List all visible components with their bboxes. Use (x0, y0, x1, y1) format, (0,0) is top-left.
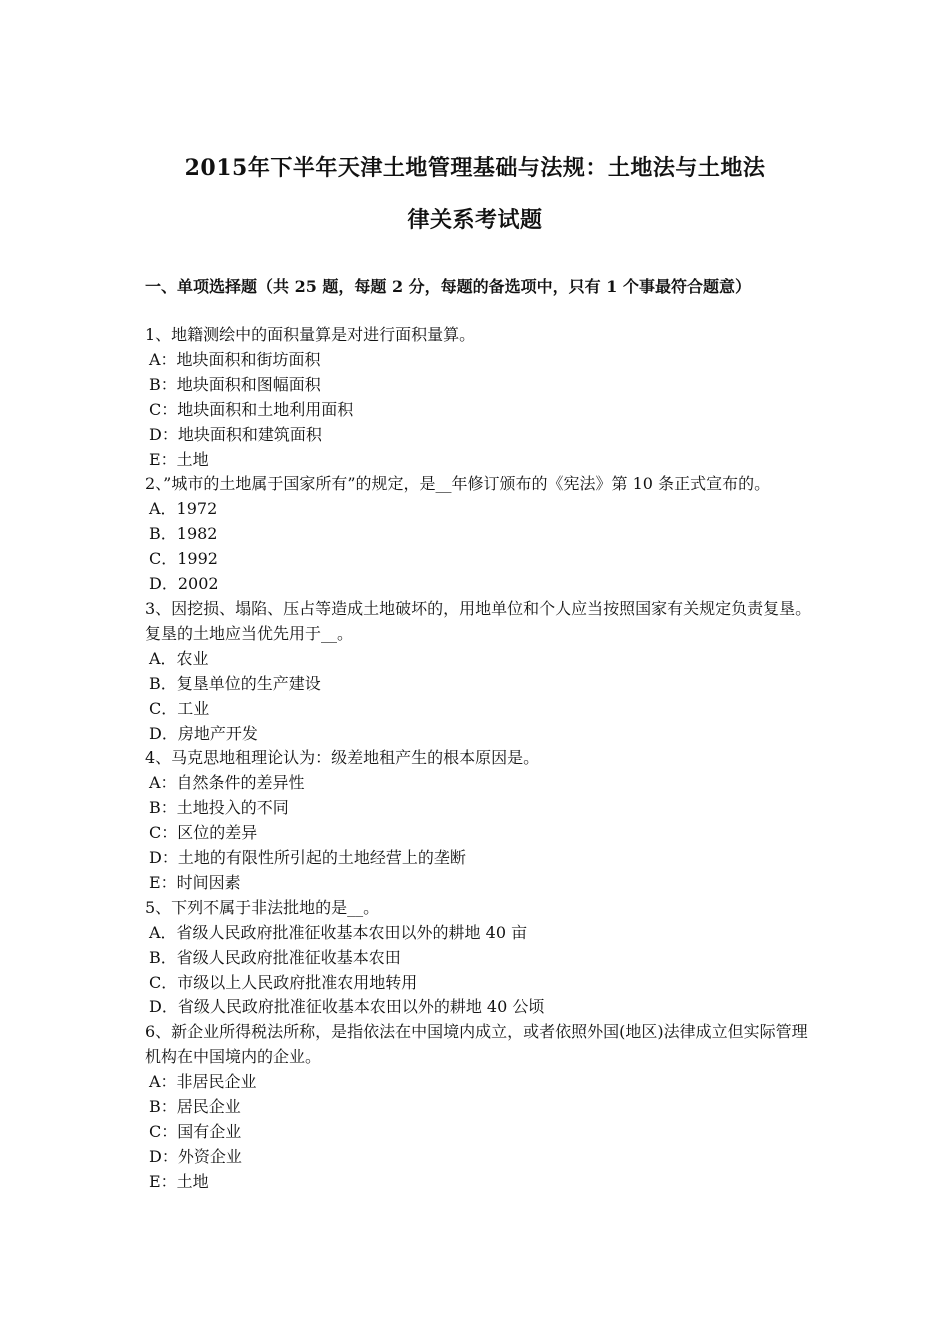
question-item (145, 896, 813, 1021)
question-item (145, 323, 813, 472)
answer-option: D．房地产开发 (149, 723, 258, 743)
answer-option: C：区位的差异 (149, 823, 258, 843)
answer-option: C．工业 (149, 698, 210, 718)
answer-option: A．农业 (149, 648, 209, 668)
question-stem: 4、马克思地租理论认为：级差地租产生的根本原因是。 (145, 748, 540, 768)
question-item (145, 1020, 813, 1194)
question-stem: 5、下列不属于非法批地的是__。 (145, 897, 380, 917)
answer-option: D：地块面积和建筑面积 (149, 424, 322, 444)
answer-option: B．1982 (149, 524, 218, 544)
answer-option: E：土地 (149, 449, 209, 469)
answer-option: C：地块面积和土地利用面积 (149, 399, 354, 419)
question-stem: 1、地籍测绘中的面积量算是对进行面积量算。 (145, 325, 476, 344)
question-stem: 6、新企业所得税法所称，是指依法在中国境内成立，或者依照外国(地区)法律成立但实际管理机构在中国境内的企业。 (145, 1022, 808, 1067)
answer-option: B．复垦单位的生产建设 (149, 673, 321, 693)
answer-option: C．市级以上人民政府批准农用地转用 (149, 972, 418, 992)
answer-option: C：国有企业 (149, 1122, 242, 1141)
answer-option: A：非居民企业 (149, 1072, 257, 1092)
answer-option: B：土地投入的不同 (149, 798, 289, 818)
answer-option: E：土地 (149, 1171, 209, 1191)
answer-option: C．1992 (149, 549, 218, 569)
question-list (145, 323, 813, 1195)
section-heading: 一、单项选择题（共 25 题，每题 2 分，每题的备选项中，只有 1 个事最符合题意） (145, 277, 751, 296)
document-title-line-1: 2015年下半年天津土地管理基础与法规：土地法与土地法 (184, 155, 766, 181)
answer-option: B：地块面积和图幅面积 (149, 374, 321, 394)
answer-option: A．省级人民政府批准征收基本农田以外的耕地 40 亩 (149, 922, 528, 942)
answer-option: D：土地的有限性所引起的土地经营上的垄断 (149, 848, 466, 868)
question-item (145, 472, 813, 597)
answer-option: D．省级人民政府批准征收基本农田以外的耕地 40 公顷 (149, 997, 545, 1017)
answer-option: B：居民企业 (149, 1097, 241, 1117)
question-stem: 3、因挖损、塌陷、压占等造成土地破坏的，用地单位和个人应当按照国家有关规定负责复垦。复垦的土地应当优先用于__。 (145, 598, 812, 643)
answer-option: B．省级人民政府批准征收基本农田 (149, 947, 401, 967)
answer-option: A：地块面积和街坊面积 (149, 349, 321, 369)
question-item (145, 597, 813, 746)
question-stem: 2、”城市的土地属于国家所有”的规定，是__年修订颁布的《宪法》第 10 条正式宣布的。 (145, 474, 771, 494)
answer-option: D．2002 (149, 574, 219, 594)
answer-option: A：自然条件的差异性 (149, 773, 305, 793)
answer-option: A．1972 (149, 499, 218, 519)
answer-option: D：外资企业 (149, 1146, 242, 1166)
question-item (145, 746, 813, 895)
document-title-line-2: 律关系考试题 (407, 207, 543, 233)
answer-option: E：时间因素 (149, 872, 241, 892)
